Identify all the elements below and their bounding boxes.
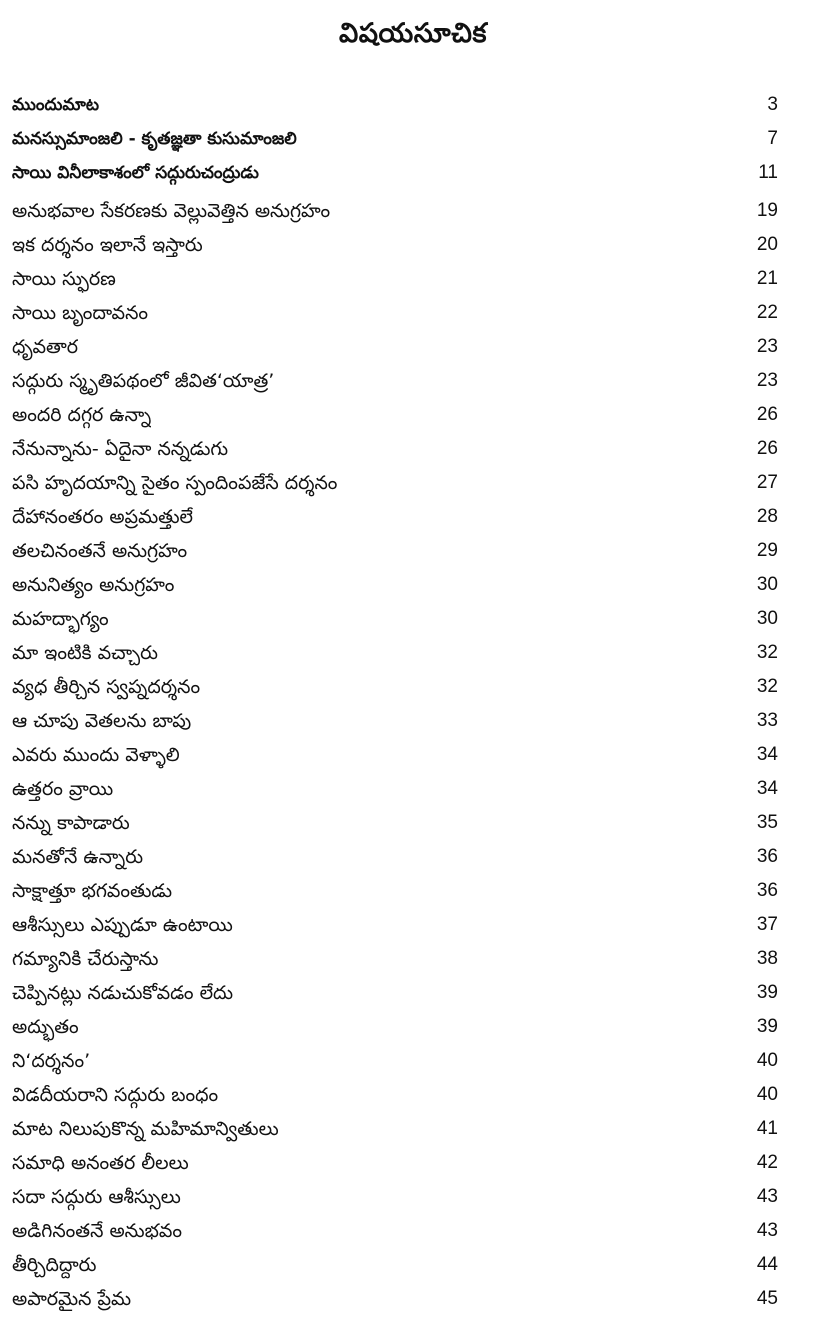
toc-entry: [12, 1044, 792, 1078]
toc-entry-page-number: 34: [756, 744, 778, 765]
toc-entry: [12, 88, 792, 122]
toc-entry-page-number: 43: [756, 1220, 778, 1241]
toc-entry-page-number: 45: [756, 1288, 778, 1309]
toc-entry-page-number: 36: [756, 880, 778, 901]
toc-entry-title: ఇక దర్శనం ఇలానే ఇస్తారు: [12, 234, 203, 256]
toc-entry-title: ని‘దర్శనం’: [12, 1050, 91, 1072]
toc-entry-title: ఎవరు ముందు వెళ్ళాలి: [12, 744, 180, 766]
toc-entry-title: సమాధి అనంతర లీలలు: [12, 1152, 189, 1174]
toc-entry: [12, 704, 792, 738]
toc-entry: [12, 1010, 792, 1044]
toc-entry-title: ఉత్తరం వ్రాయి: [12, 778, 114, 800]
toc-entry: [12, 122, 792, 156]
toc-entry: [12, 330, 792, 364]
toc-entry-page-number: 30: [756, 574, 778, 595]
toc-entry-page-number: 33: [756, 710, 778, 731]
toc-entry-title: ఆశీస్సులు ఎప్పుడూ ఉంటాయి: [12, 914, 233, 936]
toc-entry: [12, 806, 792, 840]
page-title: విషయసూచిక: [339, 18, 487, 49]
toc-entry-page-number: 22: [756, 302, 778, 323]
toc-entry-page-number: 32: [756, 642, 778, 663]
toc-entry: [12, 942, 792, 976]
toc-entry: [12, 194, 792, 228]
toc-entry-title: ముందుమాట: [12, 95, 99, 115]
toc-entry-title: అనుభవాల సేకరణకు వెల్లువెత్తిన అనుగ్రహం: [12, 200, 331, 222]
toc-entry-page-number: 30: [756, 608, 778, 629]
toc-entry: [12, 976, 792, 1010]
toc-entry-page-number: 40: [756, 1050, 778, 1071]
toc-entry: [12, 1214, 792, 1248]
toc-entry: [12, 1248, 792, 1282]
toc-entry-page-number: 11: [758, 162, 778, 183]
toc-entry: [12, 738, 792, 772]
toc-entry-title: అందరి దగ్గర ఉన్నా: [12, 404, 152, 426]
toc-entry-title: ఆ చూపు వెతలను బాపు: [12, 710, 192, 732]
toc-entry-page-number: 37: [756, 914, 778, 935]
toc-entry-title: చెప్పినట్లు నడుచుకోవడం లేదు: [12, 982, 234, 1004]
toc-entry: [12, 602, 792, 636]
toc-entry-title: సద్గురు స్మృతిపథంలో జీవిత‘యాత్ర’: [12, 370, 275, 392]
toc-entry: [12, 636, 792, 670]
toc-entry-page-number: 3: [767, 94, 778, 115]
toc-entry-page-number: 43: [756, 1186, 778, 1207]
toc-entry: [12, 466, 792, 500]
toc-entry-page-number: 23: [756, 336, 778, 357]
toc-entry-page-number: 39: [756, 982, 778, 1003]
toc-entry: [12, 262, 792, 296]
toc-entry-page-number: 32: [756, 676, 778, 697]
toc-entry-title: మాట నిలుపుకొన్న మహిమాన్వితులు: [12, 1118, 279, 1140]
toc-entry-page-number: 20: [756, 234, 778, 255]
toc-entry: [12, 874, 792, 908]
table-of-contents: [12, 88, 792, 1316]
toc-entry: [12, 568, 792, 602]
toc-entry-title: తలచినంతనే అనుగ్రహం: [12, 540, 188, 562]
toc-entry-page-number: 26: [756, 438, 778, 459]
toc-entry-page-number: 29: [756, 540, 778, 561]
toc-entry-page-number: 41: [756, 1118, 778, 1139]
toc-entry-title: సాయి స్ఫురణ: [12, 268, 116, 290]
toc-entry-title: మా ఇంటికి వచ్చారు: [12, 642, 158, 664]
toc-entry: [12, 364, 792, 398]
toc-entry-title: దేహానంతరం అప్రమత్తులే: [12, 506, 193, 528]
toc-entry: [12, 500, 792, 534]
toc-entry-title: ధృవతార: [12, 336, 79, 358]
toc-entry-title: తీర్చిదిద్దారు: [12, 1254, 97, 1276]
toc-entry: [12, 1078, 792, 1112]
toc-entry: [12, 1180, 792, 1214]
toc-entry-page-number: 27: [756, 472, 778, 493]
toc-entry: [12, 1282, 792, 1316]
toc-entry: [12, 772, 792, 806]
toc-entry-title: మనస్సుమాంజలి - కృతజ్ఞతా కుసుమాంజలి: [12, 129, 297, 149]
toc-entry: [12, 1112, 792, 1146]
toc-entry-title: గమ్యానికి చేరుస్తాను: [12, 948, 159, 970]
toc-entry-page-number: 19: [756, 200, 778, 221]
toc-entry: [12, 670, 792, 704]
toc-entry-page-number: 26: [756, 404, 778, 425]
toc-entry-page-number: 40: [756, 1084, 778, 1105]
toc-entry-title: అనునిత్యం అనుగ్రహం: [12, 574, 175, 596]
toc-entry-title: నన్ను కాపాడారు: [12, 812, 130, 834]
toc-entry-page-number: 42: [756, 1152, 778, 1173]
toc-entry-page-number: 7: [767, 128, 778, 149]
toc-entry: [12, 534, 792, 568]
toc-entry: [12, 908, 792, 942]
toc-entry-title: సాక్షాత్తూ భగవంతుడు: [12, 880, 173, 902]
toc-entry-title: విడదీయరాని సద్గురు బంధం: [12, 1084, 219, 1106]
toc-entry-title: సాయి బృందావనం: [12, 302, 149, 324]
toc-entry-page-number: 44: [756, 1254, 778, 1275]
toc-entry-page-number: 28: [756, 506, 778, 527]
toc-entry: [12, 296, 792, 330]
toc-entry-page-number: 34: [756, 778, 778, 799]
toc-entry-title: నేనున్నాను- ఏదైనా నన్నడుగు: [12, 438, 229, 460]
toc-entry: [12, 432, 792, 466]
toc-entry-title: అడిగినంతనే అనుభవం: [12, 1220, 182, 1242]
toc-entry: [12, 398, 792, 432]
toc-entry-title: మనతోనే ఉన్నారు: [12, 846, 144, 868]
toc-entry-page-number: 35: [756, 812, 778, 833]
toc-entry-title: పసి హృదయాన్ని సైతం స్పందింపజేసే దర్శనం: [12, 472, 338, 494]
toc-entry-title: సదా సద్గురు ఆశీస్సులు: [12, 1186, 181, 1208]
toc-entry-title: వ్యధ తీర్చిన స్వప్నదర్శనం: [12, 676, 201, 698]
toc-entry: [12, 840, 792, 874]
toc-entry-page-number: 36: [756, 846, 778, 867]
toc-entry-page-number: 39: [756, 1016, 778, 1037]
toc-entry-page-number: 23: [756, 370, 778, 391]
toc-entry-title: మహద్భాగ్యం: [12, 608, 109, 630]
toc-entry-title: సాయి వినీలాకాశంలో సద్గురుచంద్రుడు: [12, 163, 259, 183]
toc-entry-page-number: 21: [756, 268, 778, 289]
toc-entry: [12, 156, 792, 190]
toc-entry: [12, 1146, 792, 1180]
toc-entry-page-number: 38: [756, 948, 778, 969]
toc-entry-title: అద్భుతం: [12, 1016, 79, 1038]
toc-entry-title: అపారమైన ప్రేమ: [12, 1288, 132, 1310]
toc-entry: [12, 228, 792, 262]
